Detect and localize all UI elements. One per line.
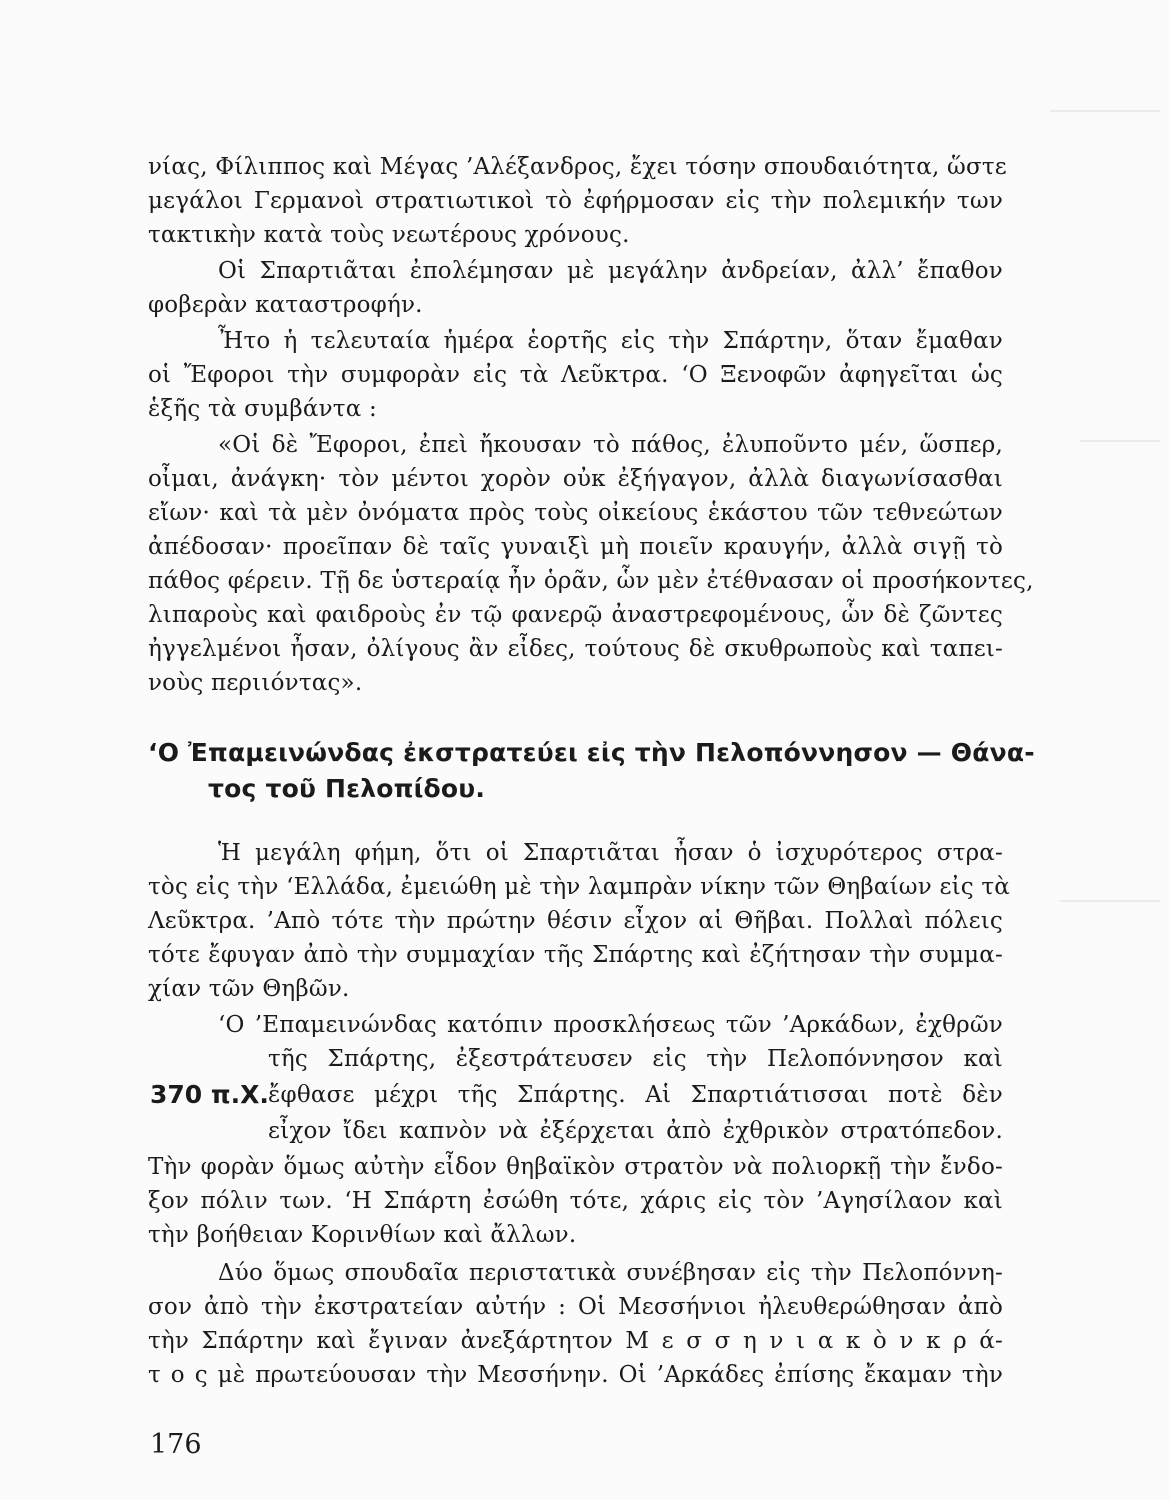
margin-date: 370 π.Χ. <box>150 1080 269 1109</box>
text-line: νίας, Φίλιππος καὶ Μέγας ’Αλέξανδρος, ἔχει τόσην σπουδαιότητα, ὥστε <box>148 154 1007 180</box>
text-line: ἔφθασε μέχρι τῆς Σπάρτης. Αἱ Σπαρτιάτισσαι ποτὲ δὲν <box>268 1082 1003 1108</box>
page-number: 176 <box>150 1429 202 1460</box>
text-line: τ ο ς μὲ πρωτεύουσαν τὴν Μεσσήνην. Οἱ ’Αρκάδες ἐπίσης ἔκαμαν τὴν <box>148 1362 1003 1388</box>
text-line: ‘Ο ’Επαμεινώνδας κατόπιν προσκλήσεως τῶν ’Αρκάδων, ἐχθρῶν <box>218 1012 1003 1038</box>
bleed-through-mark <box>1060 900 1160 902</box>
text-line: ἑξῆς τὰ συμβάντα : <box>148 396 377 422</box>
text-line: χίαν τῶν Θηβῶν. <box>148 976 350 1002</box>
text-line: Δύο ὅμως σπουδαῖα περιστατικὰ συνέβησαν εἰς τὴν Πελοπόννη- <box>218 1260 1003 1286</box>
text-line: οἱ Ἔφοροι τὴν συμφορὰν εἰς τὰ Λεῦκτρα. ‘Ο Ξενοφῶν ἀφηγεῖται ὡς <box>148 362 1003 388</box>
text-line: τὸς εἰς τὴν ‘Ελλάδα, ἐμειώθη μὲ τὴν λαμπρὰν νίκην τῶν Θηβαίων εἰς τὰ <box>148 874 1011 900</box>
text-line: τακτικὴν κατὰ τοὺς νεωτέρους χρόνους. <box>148 222 630 248</box>
text-line: ξον πόλιν των. ‘Η Σπάρτη ἐσώθη τότε, χάρις εἰς τὸν ’Αγησίλαον καὶ <box>148 1188 1003 1214</box>
quote-line: πάθος φέρειν. Τῇ δε ὑστεραίᾳ ἦν ὁρᾶν, ὧν μὲν ἐτέθνασαν οἱ προσήκοντες, <box>148 568 1034 594</box>
text-line: τότε ἔφυγαν ἀπὸ τὴν συμμαχίαν τῆς Σπάρτης καὶ ἐζήτησαν τὴν συμμα- <box>148 942 1003 968</box>
text-line: τὴν Σπάρτην καὶ ἔγιναν ἀνεξάρτητον Μ ε σ σ η ν ι α κ ὸ ν κ ρ ά- <box>148 1328 1003 1354</box>
text-line: Τὴν φορὰν ὅμως αὐτὴν εἶδον θηβαϊκὸν στρατὸν νὰ πολιορκῇ τὴν ἔνδο- <box>148 1154 1003 1180</box>
quote-line: ἀπέδοσαν· προεῖπαν δὲ ταῖς γυναιξὶ μὴ ποιεῖν κραυγήν, ἀλλὰ σιγῇ τὸ <box>148 534 1003 560</box>
quote-line: λιπαροὺς καὶ φαιδροὺς ἐν τῷ φανερῷ ἀναστρεφομένους, ὧν δὲ ζῶντες <box>148 602 1003 628</box>
text-line: τῆς Σπάρτης, ἐξεστράτευσεν εἰς τὴν Πελοπόννησον καὶ <box>268 1046 1003 1072</box>
text-line: μεγάλοι Γερμανοὶ στρατιωτικοὶ τὸ ἐφήρμοσαν εἰς τὴν πολεμικήν των <box>148 188 1003 214</box>
bleed-through-mark <box>1080 440 1160 442</box>
quote-line: οἶμαι, ἀνάγκη· τὸν μέντοι χορὸν οὐκ ἐξήγαγον, ἀλλὰ διαγωνίσασθαι <box>148 466 1003 492</box>
quote-line: «Οἱ δὲ Ἔφοροι, ἐπεὶ ἤκουσαν τὸ πάθος, ἐλυποῦντο μέν, ὥσπερ, <box>218 432 1003 458</box>
quote-line: ἠγγελμένοι ἦσαν, ὀλίγους ἂν εἶδες, τούτους δὲ σκυθρωποὺς καὶ ταπει- <box>148 636 1003 662</box>
quote-line: νοὺς περιιόντας». <box>148 670 363 696</box>
section-heading: ‘Ο Ἐπαμεινώνδας ἐκστρατεύει εἰς τὴν Πελοπόννησον — Θάνα- <box>148 738 1035 767</box>
text-line: φοβερὰν καταστροφήν. <box>148 292 423 318</box>
text-line: σον ἀπὸ τὴν ἐκστρατείαν αὐτήν : Οἱ Μεσσήνιοι ἠλευθερώθησαν ἀπὸ <box>148 1294 1003 1320</box>
section-heading-continued: τος τοῦ Πελοπίδου. <box>208 774 486 803</box>
text-line: τὴν βοήθειαν Κορινθίων καὶ ἄλλων. <box>148 1222 577 1248</box>
quote-line: εἴων· καὶ τὰ μὲν ὀνόματα πρὸς τοὺς οἰκείους ἑκάστου τῶν τεθνεώτων <box>148 500 1003 526</box>
text-line: Ἦτο ἡ τελευταία ἡμέρα ἑορτῆς εἰς τὴν Σπάρτην, ὅταν ἔμαθαν <box>218 328 1003 354</box>
text-line: Ἡ μεγάλη φήμη, ὅτι οἱ Σπαρτιᾶται ἦσαν ὁ ἰσχυρότερος στρα- <box>218 840 1003 866</box>
bleed-through-mark <box>1050 110 1160 112</box>
text-line: Οἱ Σπαρτιᾶται ἐπολέμησαν μὲ μεγάλην ἀνδρείαν, ἀλλ’ ἔπαθον <box>218 258 1003 284</box>
text-line: Λεῦκτρα. ’Απὸ τότε τὴν πρώτην θέσιν εἶχον αἱ Θῆβαι. Πολλαὶ πόλεις <box>148 908 1003 934</box>
text-line: εἶχον ἴδει καπνὸν νὰ ἐξέρχεται ἀπὸ ἐχθρικὸν στρατόπεδον. <box>268 1118 1003 1144</box>
